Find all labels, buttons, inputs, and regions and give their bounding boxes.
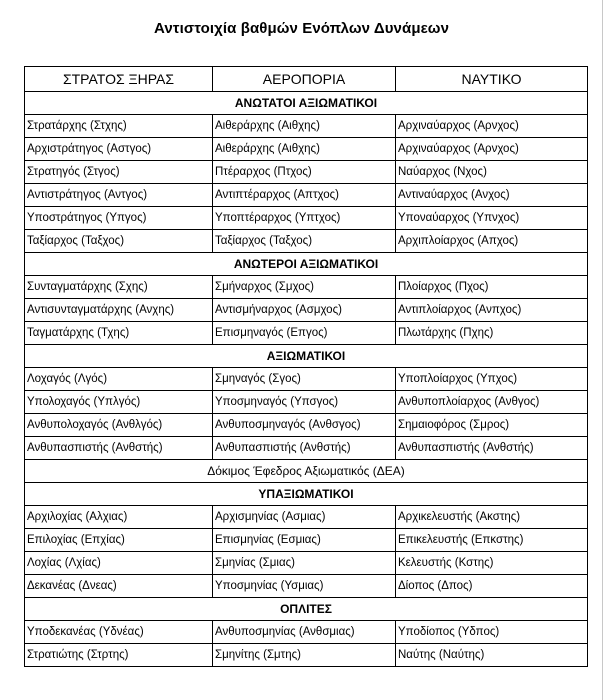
table-row [25,207,588,230]
airforce-rank-cell: Αρχισμηνίας (Ασμιας) [213,506,396,529]
army-rank-cell: Υπολοχαγός (Υπλγός) [25,391,213,414]
navy-rank-cell: Αρχιναύαρχος (Αρνχος) [396,115,588,138]
army-rank-cell: Αρχιστράτηγος (Αστγος) [25,138,213,161]
airforce-rank-cell: Σμήναρχος (Σμχος) [213,276,396,299]
army-rank-cell: Συνταγματάρχης (Σχης) [25,276,213,299]
navy-rank-cell: Πλοίαρχος (Πχος) [396,276,588,299]
table-row [25,506,588,529]
table-row [25,115,588,138]
army-rank-cell: Λοχίας (Λχίας) [25,552,213,575]
page-title: Αντιστοιχία βαθμών Ενόπλων Δυνάμεων [153,20,450,37]
section-header-row [25,253,588,276]
navy-rank-cell: Δίοπος (Δπος) [396,575,588,598]
airforce-rank-cell: Αντιπτέραρχος (Απτχος) [213,184,396,207]
army-rank-cell: Δεκανέας (Δνεας) [25,575,213,598]
section-header-row [25,598,588,621]
army-rank-cell: Αντιστράτηγος (Αντγος) [25,184,213,207]
column-header-navy: ΝΑΥΤΙΚΟ [396,67,588,92]
table-row [25,322,588,345]
airforce-rank-cell: Αιθεράρχης (Αιθχης) [213,115,396,138]
table-row [25,138,588,161]
table-row [25,437,588,460]
navy-rank-cell: Αρχικελευστής (Ακστης) [396,506,588,529]
army-rank-cell: Αντισυνταγματάρχης (Ανχης) [25,299,213,322]
army-rank-cell: Αρχιλοχίας (Αλχιας) [25,506,213,529]
army-rank-cell: Ανθυπασπιστής (Ανθστής) [25,437,213,460]
section-title-officers: ΑΞΙΩΜΑΤΙΚΟΙ [25,345,588,368]
army-rank-cell: Υποδεκανέας (Υδνέας) [25,621,213,644]
airforce-rank-cell: Πτέραρχος (Πτχος) [213,161,396,184]
airforce-rank-cell: Ανθυποσμηνίας (Ανθσμιας) [213,621,396,644]
army-rank-cell: Στρατηγός (Στγος) [25,161,213,184]
navy-rank-cell: Κελευστής (Κστης) [396,552,588,575]
table-row [25,575,588,598]
navy-rank-cell: Ανθυποπλοίαρχος (Ανθγος) [396,391,588,414]
section-title-nco: ΥΠΑΞΙΩΜΑΤΙΚΟΙ [25,483,588,506]
table-row [25,276,588,299]
section-title-higher-officers: ΑΝΩΤΕΡΟΙ ΑΞΙΩΜΑΤΙΚΟΙ [25,253,588,276]
navy-rank-cell: Υποπλοίαρχος (Υπχος) [396,368,588,391]
table-row [25,230,588,253]
army-rank-cell: Λοχαγός (Λγός) [25,368,213,391]
reserve-officer-cadet-row: Δόκιμος Έφεδρος Αξιωματικός (ΔΕΑ) [25,460,588,483]
table-row [25,299,588,322]
column-header-airforce: ΑΕΡΟΠΟΡΙΑ [213,67,396,92]
army-rank-cell: Ταξίαρχος (Ταξχος) [25,230,213,253]
table-row [25,644,588,667]
section-footer-row [25,460,588,483]
navy-rank-cell: Σημαιοφόρος (Σμρος) [396,414,588,437]
army-rank-cell: Επιλοχίας (Επχίας) [25,529,213,552]
section-header-row [25,345,588,368]
army-rank-cell: Ανθυπολοχαγός (Ανθλγός) [25,414,213,437]
column-header-army: ΣΤΡΑΤΟΣ ΞΗΡΑΣ [25,67,213,92]
navy-rank-cell: Αρχιπλοίαρχος (Απχος) [396,230,588,253]
army-rank-cell: Ταγματάρχης (Τχης) [25,322,213,345]
army-rank-cell: Στρατιώτης (Στρτης) [25,644,213,667]
airforce-rank-cell: Υποπτέραρχος (Υπτχος) [213,207,396,230]
table-row [25,391,588,414]
table-row [25,184,588,207]
airforce-rank-cell: Σμηνίας (Σμιας) [213,552,396,575]
section-header-row [25,483,588,506]
navy-rank-cell: Υποδίοπος (Υδπος) [396,621,588,644]
section-header-row [25,92,588,115]
navy-rank-cell: Αντιναύαρχος (Ανχος) [396,184,588,207]
airforce-rank-cell: Επισμηναγός (Επγος) [213,322,396,345]
navy-rank-cell: Ναύτης (Ναύτης) [396,644,588,667]
navy-rank-cell: Αντιπλοίαρχος (Ανπχος) [396,299,588,322]
airforce-rank-cell: Σμηναγός (Σγος) [213,368,396,391]
airforce-rank-cell: Αντισμήναρχος (Ασμχος) [213,299,396,322]
table-row [25,529,588,552]
section-title-soldiers: ΟΠΛΙΤΕΣ [25,598,588,621]
table-row [25,621,588,644]
navy-rank-cell: Επικελευστής (Επκστης) [396,529,588,552]
table-row [25,161,588,184]
airforce-rank-cell: Αιθεράρχης (Αιθχης) [213,138,396,161]
table-row [25,414,588,437]
airforce-rank-cell: Ταξίαρχος (Ταξχος) [213,230,396,253]
airforce-rank-cell: Υποσμηναγός (Υπσγος) [213,391,396,414]
army-rank-cell: Υποστράτηγος (Υπγος) [25,207,213,230]
navy-rank-cell: Υποναύαρχος (Υπνχος) [396,207,588,230]
ranks-table [24,66,588,667]
airforce-rank-cell: Επισμηνίας (Εσμιας) [213,529,396,552]
table-row [25,552,588,575]
header-row [25,67,588,92]
section-title-senior-officers: ΑΝΩΤΑΤΟΙ ΑΞΙΩΜΑΤΙΚΟΙ [25,92,588,115]
airforce-rank-cell: Ανθυπασπιστής (Ανθστής) [213,437,396,460]
airforce-rank-cell: Σμηνίτης (Σμτης) [213,644,396,667]
airforce-rank-cell: Ανθυποσμηναγός (Ανθσγος) [213,414,396,437]
navy-rank-cell: Πλωτάρχης (Πχης) [396,322,588,345]
navy-rank-cell: Αρχιναύαρχος (Αρνχος) [396,138,588,161]
airforce-rank-cell: Υποσμηνίας (Υσμιας) [213,575,396,598]
navy-rank-cell: Ναύαρχος (Νχος) [396,161,588,184]
army-rank-cell: Στρατάρχης (Στχης) [25,115,213,138]
table-row [25,368,588,391]
navy-rank-cell: Ανθυπασπιστής (Ανθστής) [396,437,588,460]
